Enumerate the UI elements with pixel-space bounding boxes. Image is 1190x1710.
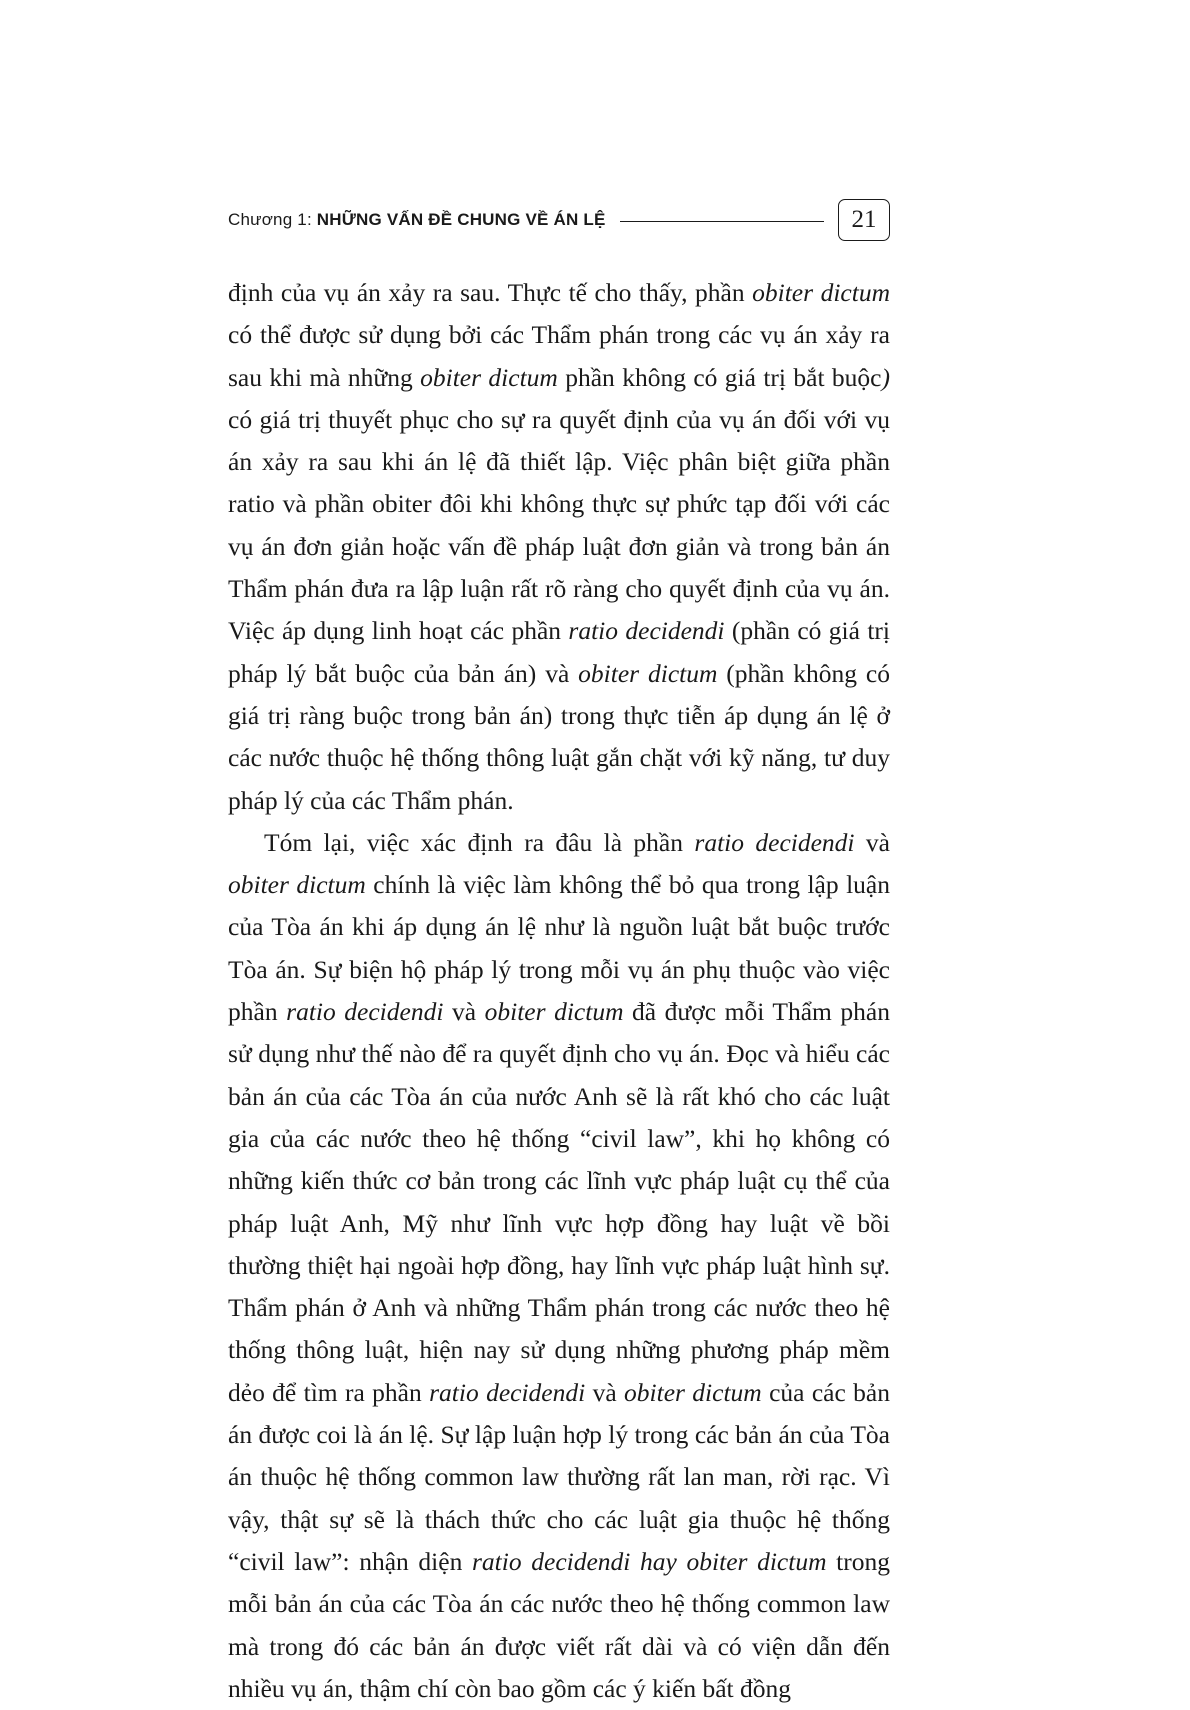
p2-text-7: của các bản án được coi là án lệ. Sự lập luận hợp lý trong các bản án của Tòa án thuộc hệ thống common law thường rất lan man, rời rạc. Vì vậy, thật sự sẽ là thách thức cho các luật gia thuộc hệ thống “civil law”: nhận diện	[228, 1377, 890, 1576]
p1-italic-1: obiter dictum	[752, 278, 890, 307]
p1-italic-4: ratio decidendi	[568, 616, 725, 646]
p1-text-2: có thể được sử dụng bởi các Thẩm phán trong các vụ án xảy ra sau khi mà những	[228, 320, 890, 392]
p2-text-2: và	[854, 827, 890, 857]
p2-italic-2: obiter dictum	[228, 870, 366, 900]
p1-italic-2: obiter dictum	[420, 362, 558, 392]
p1-italic-5: obiter dictum	[578, 658, 718, 688]
p2-italic-4: obiter dictum	[484, 997, 624, 1027]
p1-text-6: (phần không có giá trị ràng buộc trong bản án) trong thực tiễn áp dụng án lệ ở các nước thuộc hệ thống thông luật gắn chặt với kỹ năng, tư duy pháp lý của các Thẩm phán.	[228, 658, 890, 815]
p2-italic-3: ratio decidendi	[286, 997, 444, 1027]
p2-italic-7: ratio decidendi hay obiter dictum	[472, 1546, 827, 1576]
p2-italic-1: ratio decidendi	[694, 827, 855, 857]
p2-text-8: trong mỗi bản án của các Tòa án các nước theo hệ thống common law mà trong đó các bản án được viết rất dài và có viện dẫn đến nhiều vụ án, thậm chí còn bao gồm các ý kiến bất đồng	[228, 1546, 891, 1703]
page-header	[228, 198, 890, 242]
p1-text-3: phần không có giá trị bắt buộc	[557, 362, 882, 392]
paragraph-2	[228, 822, 890, 1710]
p2-italic-5: ratio decidendi	[429, 1377, 586, 1407]
p2-text-6: và	[585, 1377, 625, 1407]
p2-text-4: và	[443, 997, 485, 1027]
p1-text-1: định của vụ án xảy ra sau. Thực tế cho thấy, phần	[228, 278, 753, 307]
p1-italic-3: )	[881, 362, 890, 392]
paragraph-1	[228, 272, 890, 822]
p1-text-5: (phần có giá trị pháp lý bắt buộc của bản án) và	[228, 616, 890, 688]
header-chapter-name: NHỮNG VẤN ĐỀ CHUNG VỀ ÁN LỆ	[316, 210, 606, 229]
p2-text-1: Tóm lại, việc xác định ra đâu là phần	[264, 827, 695, 857]
page-number-badge: 21	[838, 199, 890, 241]
p1-text-4: có giá trị thuyết phục cho sự ra quyết định của vụ án đối với vụ án xảy ra sau khi án lệ đã thiết lập. Việc phân biệt giữa phần ratio và phần obiter đôi khi không thực sự phức tạp đối với các vụ án đơn giản hoặc vấn đề pháp luật đơn giản và trong bản án Thẩm phán đưa ra lập luận rất rõ ràng cho quyết định của vụ án. Việc áp dụng linh hoạt các phần	[228, 404, 890, 646]
p2-text-3: chính là việc làm không thể bỏ qua trong lập luận của Tòa án khi áp dụng án lệ như là nguồn luật bắt buộc trước Tòa án. Sự biện hộ pháp lý trong mỗi vụ án phụ thuộc vào việc phần	[228, 870, 890, 1027]
p2-text-5: đã được mỗi Thẩm phán sử dụng như thế nào để ra quyết định cho vụ án. Đọc và hiểu các bản án của các Tòa án của nước Anh sẽ là rất khó cho các luật gia của các nước theo hệ thống “civil law”, khi họ không có những kiến thức cơ bản trong các lĩnh vực pháp luật cụ thể của pháp luật Anh, Mỹ như lĩnh vực hợp đồng hay luật về bồi thường thiệt hại ngoài hợp đồng, hay lĩnh vực pháp luật hình sự. Thẩm phán ở Anh và những Thẩm phán trong các nước theo hệ thống thông luật, hiện nay sử dụng những phương pháp mềm dẻo để tìm ra phần	[228, 997, 890, 1407]
page-body	[228, 272, 890, 1710]
header-divider-rule	[620, 221, 825, 222]
header-chapter-title	[228, 210, 606, 230]
header-chapter-label: Chương 1:	[228, 210, 317, 229]
p2-italic-6: obiter dictum	[624, 1377, 762, 1407]
